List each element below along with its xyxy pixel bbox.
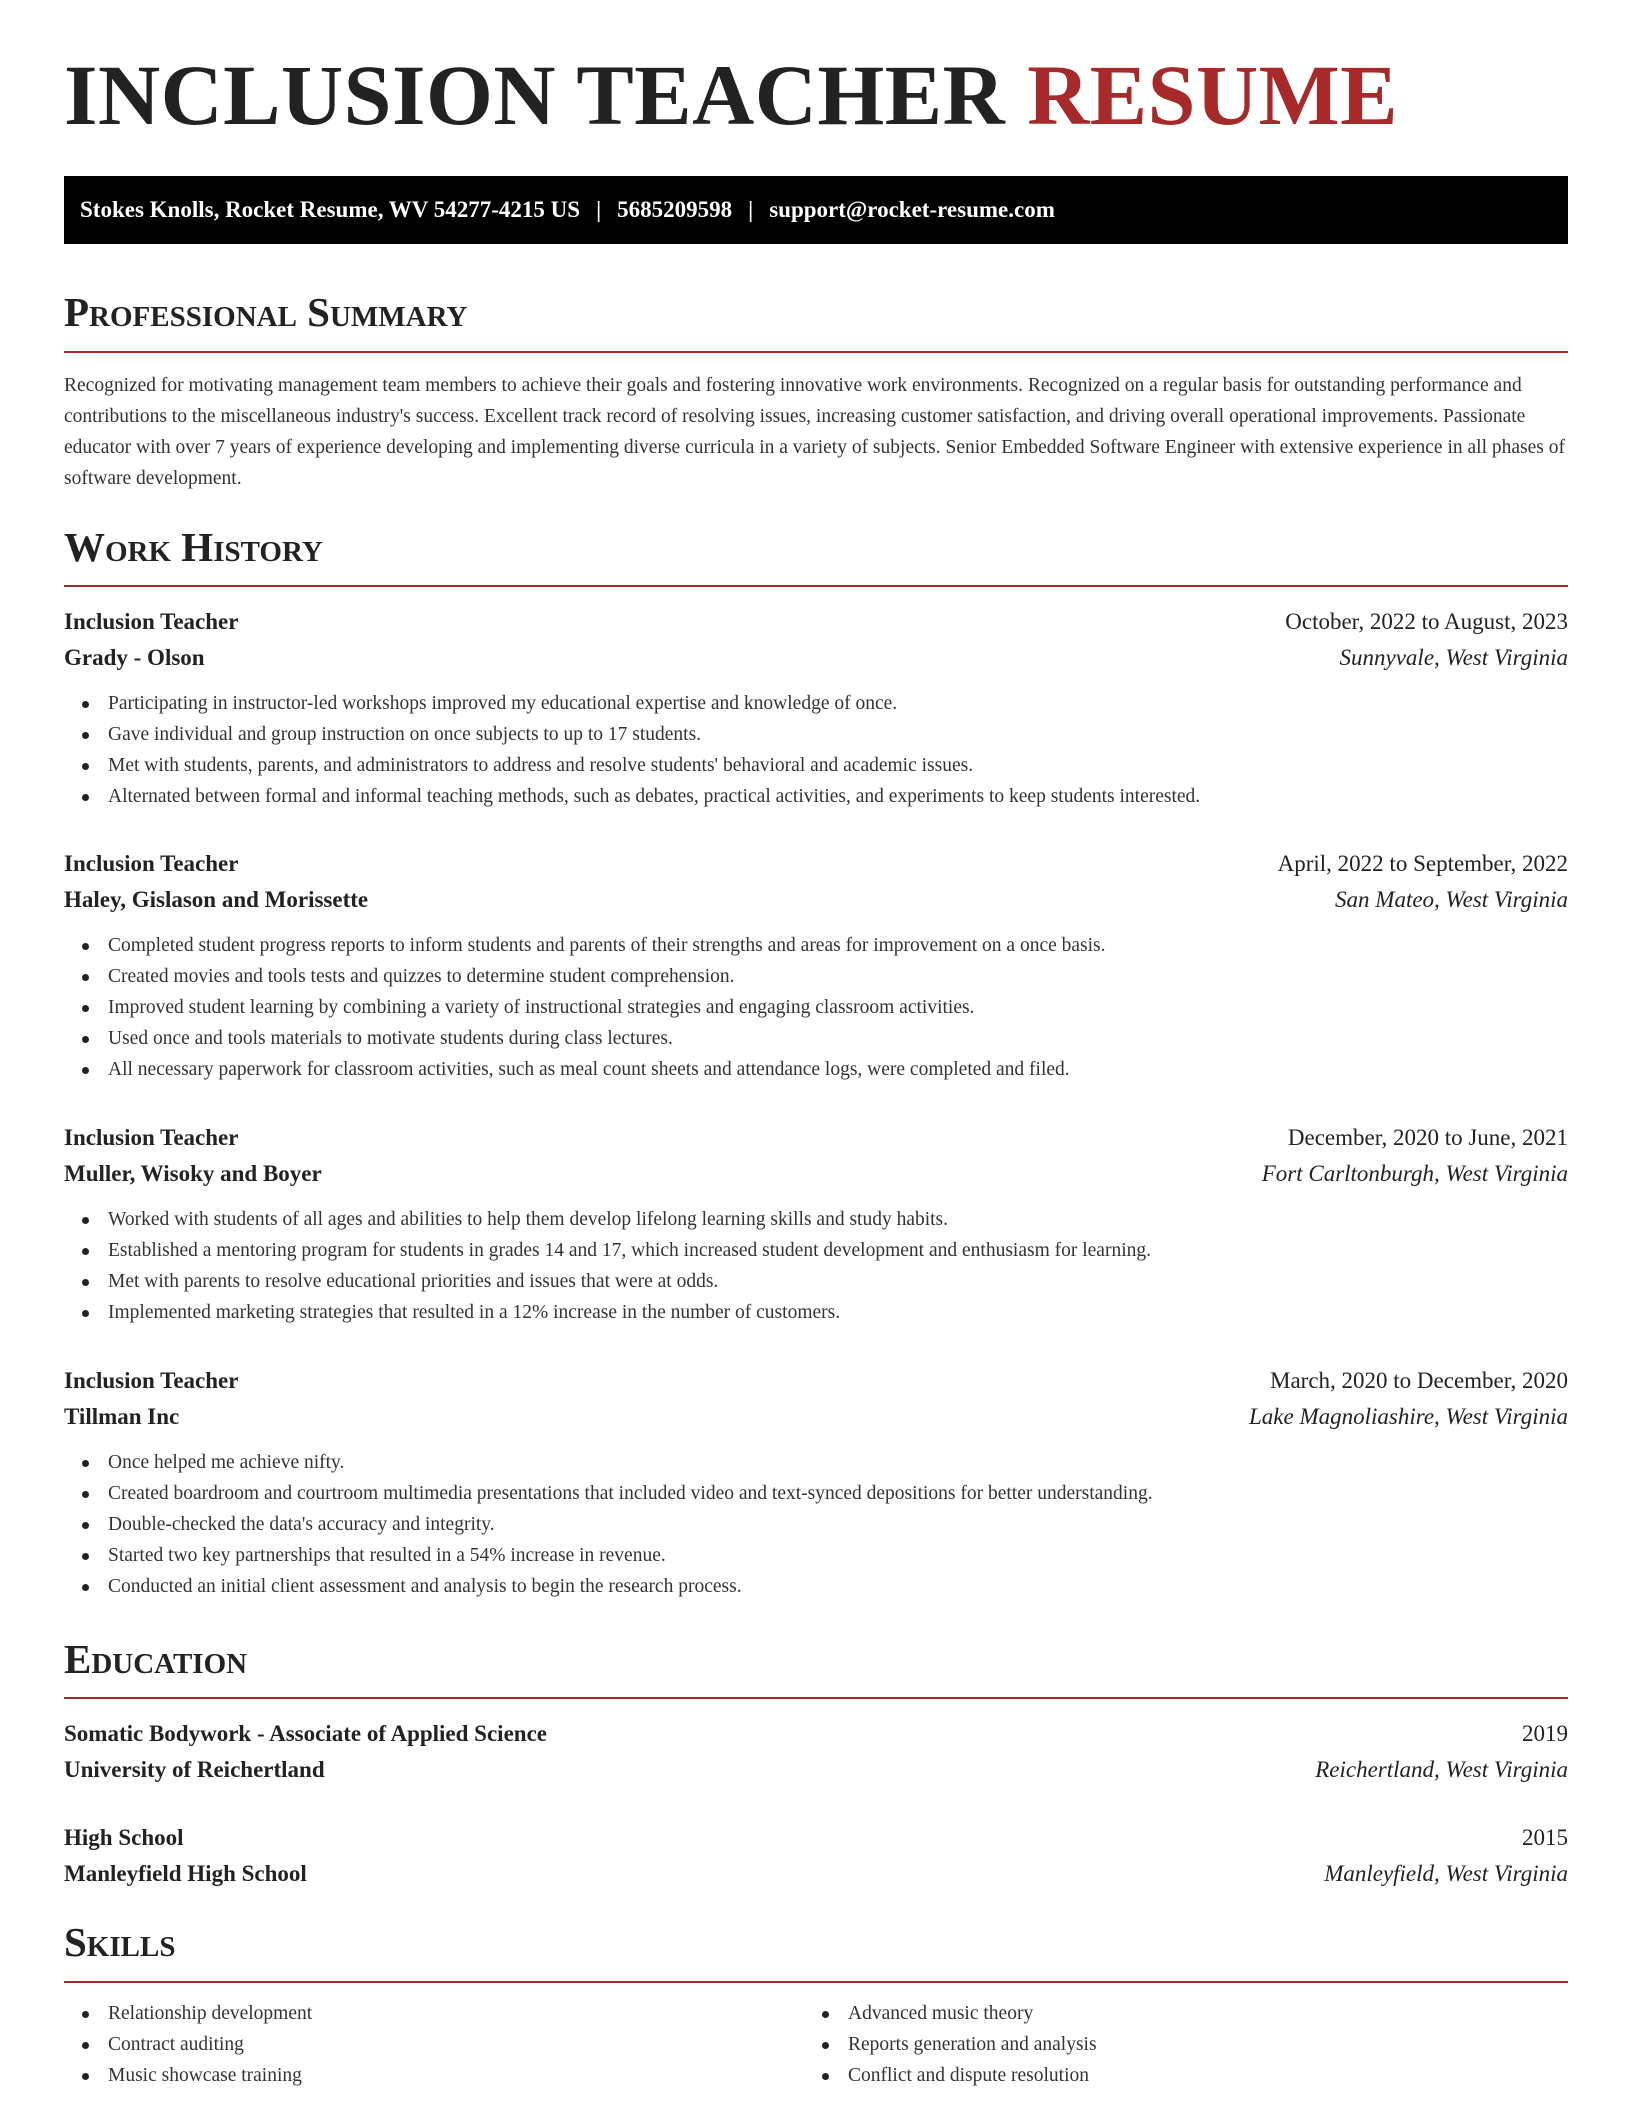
skill-item: Relationship development [64, 1998, 804, 2029]
work-entry [64, 846, 1568, 1085]
school-name: University of Reichertland [64, 1757, 325, 1782]
resume-title [64, 47, 1399, 143]
school-location: Manleyfield, West Virginia [1324, 1861, 1568, 1886]
job-title: Inclusion Teacher [64, 1368, 239, 1393]
bullet-item: Worked with students of all ages and abilities to help them develop lifelong learning skills and study habits. [64, 1204, 1568, 1235]
title-main: INCLUSION TEACHER [64, 47, 1006, 143]
bullet-item: Started two key partnerships that resulted in a 54% increase in revenue. [64, 1540, 1568, 1571]
section-divider [64, 351, 1568, 353]
bullet-item: Implemented marketing strategies that resulted in a 12% increase in the number of customers. [64, 1297, 1568, 1328]
company-name: Tillman Inc [64, 1404, 180, 1429]
skill-item: Contract auditing [64, 2029, 804, 2060]
job-dates: April, 2022 to September, 2022 [1277, 851, 1568, 876]
job-location: Sunnyvale, West Virginia [1339, 645, 1568, 670]
section-divider [64, 1981, 1568, 1983]
bullet-item: Created boardroom and courtroom multimedia presentations that included video and text-synced depositions for better understanding. [64, 1478, 1568, 1509]
job-title: Inclusion Teacher [64, 609, 239, 634]
company-name: Muller, Wisoky and Boyer [64, 1161, 322, 1186]
skill-item: Music showcase training [64, 2060, 804, 2091]
job-location: Lake Magnoliashire, West Virginia [1248, 1404, 1568, 1429]
contact-phone: 5685209598 [617, 197, 733, 222]
graduation-year: 2019 [1522, 1721, 1568, 1746]
section-divider [64, 585, 1568, 587]
bullet-item: Completed student progress reports to inform students and parents of their strengths and areas for improvement on a once basis. [64, 930, 1568, 961]
job-title: Inclusion Teacher [64, 851, 239, 876]
company-name: Grady - Olson [64, 645, 205, 670]
bullet-item: All necessary paperwork for classroom activities, such as meal count sheets and attendance logs, were completed and filed. [64, 1054, 1568, 1085]
contact-address: Stokes Knolls, Rocket Resume, WV 54277-4215 US [80, 197, 581, 222]
bullet-item: Created movies and tools tests and quizzes to determine student comprehension. [64, 961, 1568, 992]
company-name: Haley, Gislason and Morissette [64, 887, 369, 912]
bullet-item: Double-checked the data's accuracy and integrity. [64, 1509, 1568, 1540]
bullet-item: Participating in instructor-led workshops improved my educational expertise and knowledge of once. [64, 688, 1568, 719]
title-accent: RESUME [1027, 47, 1399, 143]
section-heading-summary: Professional Summary [64, 289, 468, 335]
bullet-item: Alternated between formal and informal teaching methods, such as debates, practical activities, and experiments to keep students interested. [64, 781, 1568, 812]
contact-separator: | [748, 197, 754, 222]
degree-name: High School [64, 1825, 184, 1850]
skill-item: Advanced music theory [804, 1998, 1544, 2029]
job-bullets [64, 688, 1568, 812]
bullet-item: Used once and tools materials to motivate students during class lectures. [64, 1023, 1568, 1054]
work-entry [64, 1120, 1568, 1328]
bullet-item: Conducted an initial client assessment and analysis to begin the research process. [64, 1571, 1568, 1602]
bullet-item: Met with parents to resolve educational priorities and issues that were at odds. [64, 1266, 1568, 1297]
bullet-item: Met with students, parents, and administrators to address and resolve students' behavioral and academic issues. [64, 750, 1568, 781]
job-location: San Mateo, West Virginia [1335, 887, 1568, 912]
education-entry [64, 1820, 1568, 1892]
skills-column-right [804, 1998, 1544, 2091]
section-heading-skills: Skills [64, 1919, 176, 1965]
job-title: Inclusion Teacher [64, 1125, 239, 1150]
contact-bar [64, 176, 1568, 244]
skill-item: Conflict and dispute resolution [804, 2060, 1544, 2091]
work-entry [64, 604, 1568, 812]
job-dates: March, 2020 to December, 2020 [1270, 1368, 1568, 1393]
section-heading-work: Work History [64, 524, 323, 570]
job-bullets [64, 930, 1568, 1085]
school-name: Manleyfield High School [64, 1861, 307, 1886]
section-heading-education: Education [64, 1636, 248, 1682]
graduation-year: 2015 [1522, 1825, 1568, 1850]
bullet-item: Established a mentoring program for students in grades 14 and 17, which increased student development and enthusiasm for learning. [64, 1235, 1568, 1266]
skills-column-left [64, 1998, 804, 2091]
skill-item: Reports generation and analysis [804, 2029, 1544, 2060]
section-divider [64, 1697, 1568, 1699]
job-location: Fort Carltonburgh, West Virginia [1261, 1161, 1568, 1186]
bullet-item: Improved student learning by combining a variety of instructional strategies and engaging classroom activities. [64, 992, 1568, 1023]
bullet-item: Gave individual and group instruction on once subjects to up to 17 students. [64, 719, 1568, 750]
work-entry [64, 1363, 1568, 1602]
summary-text: Recognized for motivating management team members to achieve their goals and fostering innovative work environments. Recognized on a regular basis for outstanding performance and contributions to the miscellaneous industry's success. Excellent track record of resolving issues, increasing customer satisfaction, and driving overall operational improvements. Passionate educator with over 7 years of experience developing and implementing diverse curricula in a variety of subjects. Senior Embedded Software Engineer with extensive experience in all phases of software development. [64, 375, 1565, 489]
job-bullets [64, 1204, 1568, 1328]
job-bullets [64, 1447, 1568, 1602]
job-dates: October, 2022 to August, 2023 [1285, 609, 1568, 634]
skills-list [64, 1998, 1568, 2091]
contact-email[interactable]: support@rocket-resume.com [769, 197, 1055, 222]
school-location: Reichertland, West Virginia [1315, 1757, 1568, 1782]
contact-separator: | [596, 197, 602, 222]
degree-name: Somatic Bodywork - Associate of Applied Science [64, 1721, 547, 1746]
job-dates: December, 2020 to June, 2021 [1287, 1125, 1568, 1150]
bullet-item: Once helped me achieve nifty. [64, 1447, 1568, 1478]
education-entry [64, 1716, 1568, 1788]
